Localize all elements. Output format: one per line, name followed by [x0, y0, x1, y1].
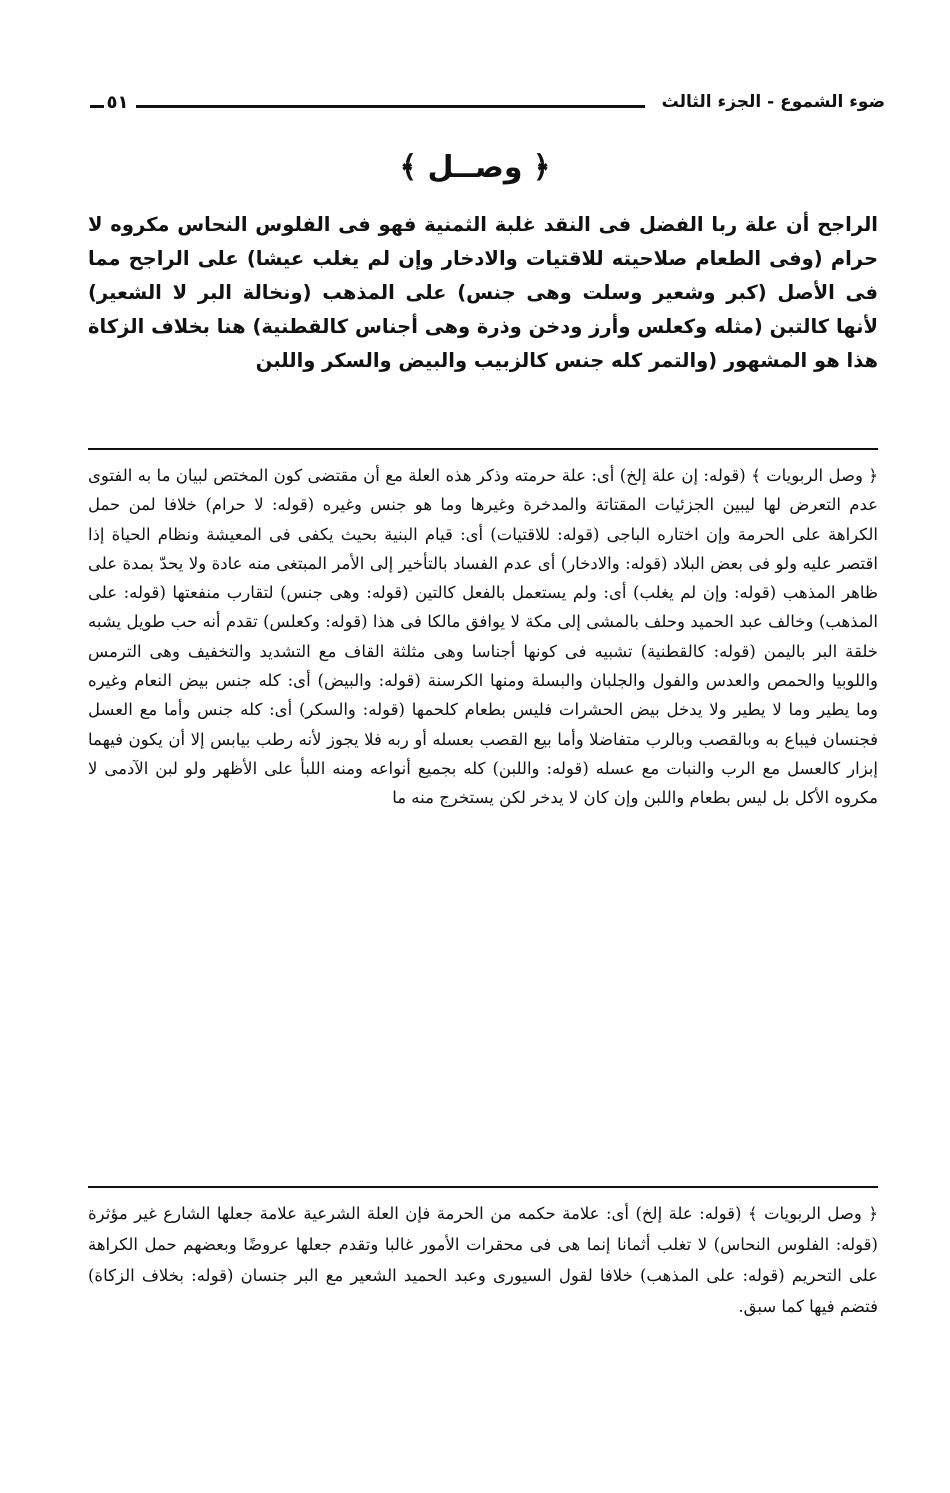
header-dash-end — [90, 105, 104, 108]
footnote-separator — [88, 448, 878, 450]
header-rule — [150, 105, 645, 108]
book-title: ضوء الشموع - الجزء الثالث — [661, 92, 885, 112]
section-heading: ﴿ وصــل ﴾ — [399, 150, 551, 185]
commentary-second: ﴿ وصل الربويات ﴾ (قوله: علة إلخ) أى: علامة حكمه من الحرمة فإن العلة الشرعية علامة جعلها الشارع غير مؤثرة (قوله: الفلوس النحاس) لا تغلب أثمانا إنما هى فى محقرات الأمور غالبا وتقدم جعلها عروضًا وبعضهم حمل الكراهة على التحريم (قوله: على المذهب) خلافا لقول السيورى وعبد الحميد الشعير مع البر جنسان (قوله: بخلاف الزكاة) فتضم فيها كما سبق. — [88, 1204, 878, 1316]
main-text: الراجح أن علة ربا الفضل فى النقد غلبة الثمنية فهو فى الفلوس النحاس مكروه لا حرام (وفى الطعام صلاحيته للاقتيات والادخار وإن لم يغلب عيشا) على الراجح مما فى الأصل (كبر وشعير وسلت وهى جنس) على المذهب (ونخالة البر لا الشعير) لأنها كالتبن (مثله وكعلس وأرز ودخن وذرة وهى أجناس كالقطنية) هنا بخلاف الزكاة هذا هو المشهور (والتمر كله جنس كالزبيب والبيض والسكر واللبن — [88, 213, 878, 372]
page-number: ٥١ — [106, 92, 129, 113]
commentary-separator — [88, 1186, 878, 1188]
running-header — [90, 88, 885, 128]
commentary-first: ﴿ وصل الربويات ﴾ (قوله: إن علة إلخ) أى: علة حرمته وذكر هذه العلة مع أن مقتضى كون المختص لبيان ما به الفتوى عدم التعرض لها ليبين الجزئيات المقتاتة والمدخرة وغيرها وما هو جنس وغيره (قوله: لا حرام) خلافا لمن حمل الكراهة على الحرمة وإن اختاره الباجى (قوله: للاقتيات) أى: قيام البنية بحيث يكفى فى المعيشة ونظام الحياة إذا اقتصر عليه ولو فى بعض البلاد (قوله: والادخار) أى عدم الفساد بالتأخير إلى الأمر المبتغى منه عادة ولا يحدّ بمدة على ظاهر المذهب (قوله: وإن لم يغلب) أى: ولم يستعمل بالفعل كالتين (قوله: وهى جنس) لتقارب منفعتها (قوله: على المذهب) وخالف عبد الحميد وحلف بالمشى إلى مكة لا يوافق مالكا فى هذا (قوله: وكعلس) تقدم أنه حب طويل يشبه خلقة البر باليمن (قوله: كالقطنية) تشبيه فى كونها أجناسا وهى مثلثة القاف مع التشديد والتخفيف وهى الترمس واللوبيا والحمص والعدس والفول والجلبان والبسلة ومنها الكرسنة (قوله: والبيض) أى: كله جنس بيض النعام وغيره وما يطير وما لا يطير ولا يدخل بيض الحشرات فليس بطعام كلحمها (قوله: والسكر) أى: كله جنس وأما مع العسل فجنسان فيباع به وبالقصب وبالرب متفاضلا وأما بيع القصب بعسله أو ربه فلا يجوز لأنه رطب بيابس إلا أن يكون فيهما إبزار كالعسل مع الرب والنبات مع عسله (قوله: واللبن) كله بجميع أنواعه ومنه اللبأ على الأظهر ولو لبن الآدمى لا مكروه الأكل بل ليس بطعام واللبن وإن كان لا يدخر لكن يستخرج منه ما — [88, 466, 878, 808]
